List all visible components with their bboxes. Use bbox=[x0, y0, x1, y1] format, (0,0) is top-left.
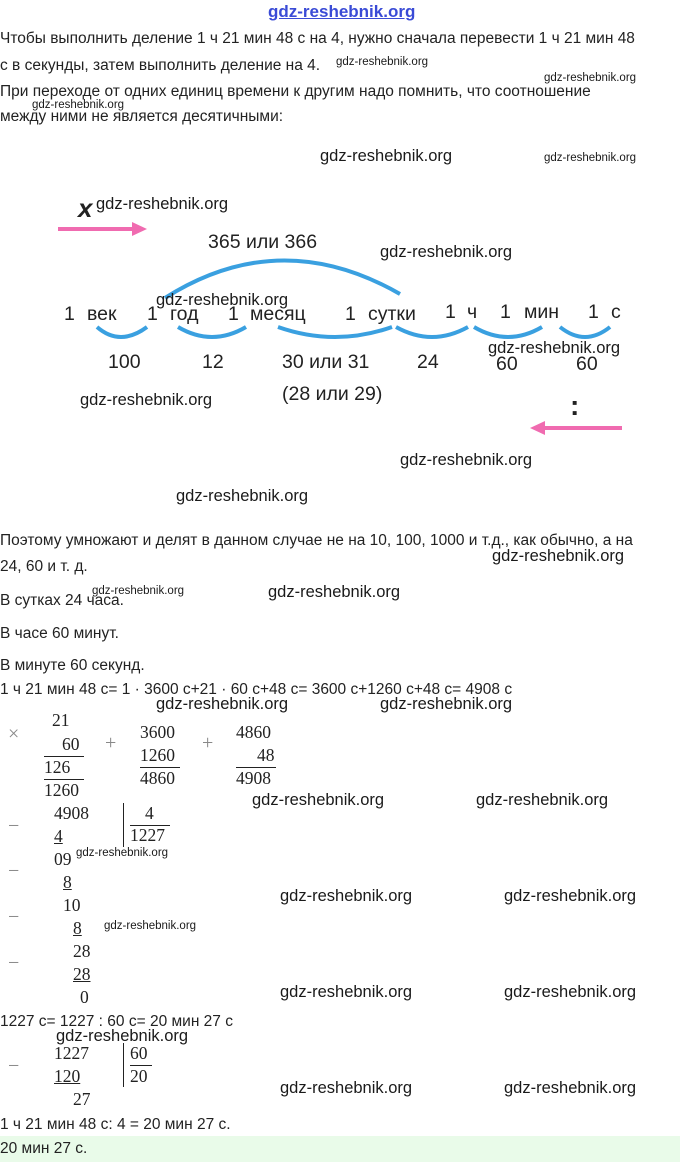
year-arc bbox=[178, 327, 246, 337]
fact-hour-minutes: В часе 60 минут. bbox=[0, 625, 119, 642]
add2-term-2: 48 bbox=[257, 745, 275, 765]
multiply-sign: x bbox=[78, 193, 93, 223]
watermark: gdz-reshebnik.org bbox=[504, 887, 637, 905]
minus-operator: − bbox=[8, 860, 20, 882]
unit-year: год bbox=[170, 303, 199, 325]
div1-step: 8 bbox=[73, 918, 82, 938]
div1-dividend: 4908 bbox=[54, 803, 89, 823]
year-days-label: 365 или 366 bbox=[208, 231, 318, 253]
div1-divisor: 4 bbox=[145, 803, 154, 823]
intro-line-1: Чтобы выполнить деление 1 ч 21 мин 48 с на 4, нужно сначала перевести 1 ч 21 мин 48 bbox=[0, 30, 635, 47]
mult-factor-1: 21 bbox=[52, 710, 70, 730]
unit-second: с bbox=[611, 301, 621, 323]
div1-bar bbox=[123, 803, 124, 847]
intro-line-2: с в секунды, затем выполнить деление на 4. bbox=[0, 57, 321, 74]
unit-number: 1 bbox=[588, 301, 599, 323]
mult-factor-2: 60 bbox=[62, 734, 80, 754]
unit-month: месяц bbox=[250, 303, 306, 325]
multiply-operator: × bbox=[8, 723, 20, 745]
add-operator: + bbox=[202, 732, 214, 754]
watermark: gdz-reshebnik.org bbox=[56, 1027, 189, 1045]
site-watermark-link[interactable]: gdz-reshebnik.org bbox=[268, 2, 416, 21]
unit-number: 1 bbox=[228, 303, 239, 325]
watermark: gdz-reshebnik.org bbox=[268, 583, 401, 601]
div1-quotient: 1227 bbox=[130, 825, 165, 845]
watermark: gdz-reshebnik.org bbox=[476, 791, 609, 809]
add2-term-1: 4860 bbox=[236, 722, 271, 742]
day-arc bbox=[396, 327, 468, 337]
mult-partial: 126 bbox=[44, 757, 71, 777]
div1-step: 28 bbox=[73, 964, 91, 984]
watermark: gdz-reshebnik.org bbox=[252, 791, 385, 809]
fact-minute-seconds: В минуте 60 секунд. bbox=[0, 657, 145, 674]
minus-operator: − bbox=[8, 815, 20, 837]
explanation-line-2: 24, 60 и т. д. bbox=[0, 558, 88, 575]
watermark: gdz-reshebnik.org bbox=[400, 451, 533, 469]
watermark: gdz-reshebnik.org bbox=[492, 547, 625, 565]
right-arrow-icon bbox=[58, 222, 147, 236]
add1-result: 4860 bbox=[140, 768, 175, 788]
watermark: gdz-reshebnik.org bbox=[156, 291, 289, 309]
ratio-hour-minutes: 60 bbox=[496, 353, 518, 375]
div2-remainder: 27 bbox=[73, 1089, 91, 1109]
div1-step: 28 bbox=[73, 941, 91, 961]
div2-subtrahend: 120 bbox=[54, 1066, 81, 1086]
div1-step: 8 bbox=[63, 872, 72, 892]
watermark: gdz-reshebnik.org bbox=[280, 1079, 413, 1097]
answer-highlight bbox=[0, 1136, 680, 1162]
unit-number: 1 bbox=[445, 301, 456, 323]
answer: 20 мин 27 с. bbox=[0, 1140, 88, 1157]
divide-sign: : bbox=[570, 390, 580, 421]
div1-step: 09 bbox=[54, 849, 72, 869]
left-arrow-icon bbox=[530, 421, 622, 435]
minus-operator: − bbox=[8, 952, 20, 974]
watermark: gdz-reshebnik.org bbox=[176, 487, 309, 505]
watermark: gdz-reshebnik.org bbox=[80, 391, 213, 409]
unit-number: 1 bbox=[147, 303, 158, 325]
div2-bar bbox=[123, 1043, 124, 1087]
div2-dividend: 1227 bbox=[54, 1043, 89, 1063]
watermark: gdz-reshebnik.org bbox=[380, 695, 513, 713]
ratio-year-months: 12 bbox=[202, 351, 224, 373]
unit-number: 1 bbox=[64, 303, 75, 325]
div1-step: 10 bbox=[63, 895, 81, 915]
conversion-to-minutes: 1227 с= 1227 : 60 с= 20 мин 27 с bbox=[0, 1013, 233, 1030]
minute-arc bbox=[560, 327, 610, 337]
watermark: gdz-reshebnik.org bbox=[280, 887, 413, 905]
century-arc bbox=[97, 327, 147, 337]
hour-arc bbox=[474, 327, 542, 337]
ratio-minute-seconds: 60 bbox=[576, 353, 598, 375]
watermark: gdz-reshebnik.org bbox=[544, 152, 637, 164]
unit-hour: ч bbox=[467, 301, 478, 323]
minus-operator: − bbox=[8, 1055, 20, 1077]
unit-number: 1 bbox=[345, 303, 356, 325]
watermark: gdz-reshebnik.org bbox=[76, 847, 169, 859]
ratio-february-note: (28 или 29) bbox=[282, 383, 383, 405]
ratio-month-days: 30 или 31 bbox=[282, 351, 370, 373]
ratio-day-hours: 24 bbox=[417, 351, 439, 373]
add-operator: + bbox=[105, 732, 117, 754]
add1-term-1: 3600 bbox=[140, 722, 175, 742]
month-arc bbox=[278, 327, 392, 337]
watermark: gdz-reshebnik.org bbox=[92, 585, 185, 597]
unit-minute: мин bbox=[524, 301, 560, 323]
fact-day-hours: В сутках 24 часа. bbox=[0, 592, 124, 609]
conversion-to-seconds: 1 ч 21 мин 48 с= 1 · 3600 с+21 · 60 с+48 с= 3600 с+1260 с+48 с= 4908 с bbox=[0, 681, 513, 698]
minus-operator: − bbox=[8, 906, 20, 928]
watermark: gdz-reshebnik.org bbox=[32, 99, 125, 111]
div2-divisor: 60 bbox=[130, 1043, 148, 1063]
unit-century: век bbox=[87, 303, 117, 325]
intro-line-3: При переходе от одних единиц времени к другим надо помнить, что соотношение bbox=[0, 83, 591, 100]
watermark: gdz-reshebnik.org bbox=[504, 983, 637, 1001]
watermark: gdz-reshebnik.org bbox=[336, 56, 429, 68]
mult-result: 1260 bbox=[44, 780, 79, 800]
add1-term-2: 1260 bbox=[140, 745, 175, 765]
watermark: gdz-reshebnik.org bbox=[96, 195, 229, 213]
watermark: gdz-reshebnik.org bbox=[280, 983, 413, 1001]
watermark: gdz-reshebnik.org bbox=[320, 147, 453, 165]
add2-result: 4908 bbox=[236, 768, 271, 788]
ratio-century-years: 100 bbox=[108, 351, 141, 373]
watermark: gdz-reshebnik.org bbox=[104, 920, 197, 932]
watermark: gdz-reshebnik.org bbox=[380, 243, 513, 261]
watermark: gdz-reshebnik.org bbox=[504, 1079, 637, 1097]
unit-number: 1 bbox=[500, 301, 511, 323]
watermark: gdz-reshebnik.org bbox=[488, 339, 621, 357]
explanation-line-1: Поэтому умножают и делят в данном случае не на 10, 100, 1000 и т.д., как обычно, а на bbox=[0, 532, 633, 549]
div2-quotient: 20 bbox=[130, 1066, 148, 1086]
intro-line-4: между ними не является десятичными: bbox=[0, 108, 284, 125]
unit-day: сутки bbox=[368, 303, 416, 325]
watermark: gdz-reshebnik.org bbox=[544, 72, 637, 84]
result-line: 1 ч 21 мин 48 с: 4 = 20 мин 27 с. bbox=[0, 1116, 231, 1133]
div1-remainder: 0 bbox=[80, 987, 89, 1007]
watermark: gdz-reshebnik.org bbox=[156, 695, 289, 713]
div1-step: 4 bbox=[54, 826, 63, 846]
